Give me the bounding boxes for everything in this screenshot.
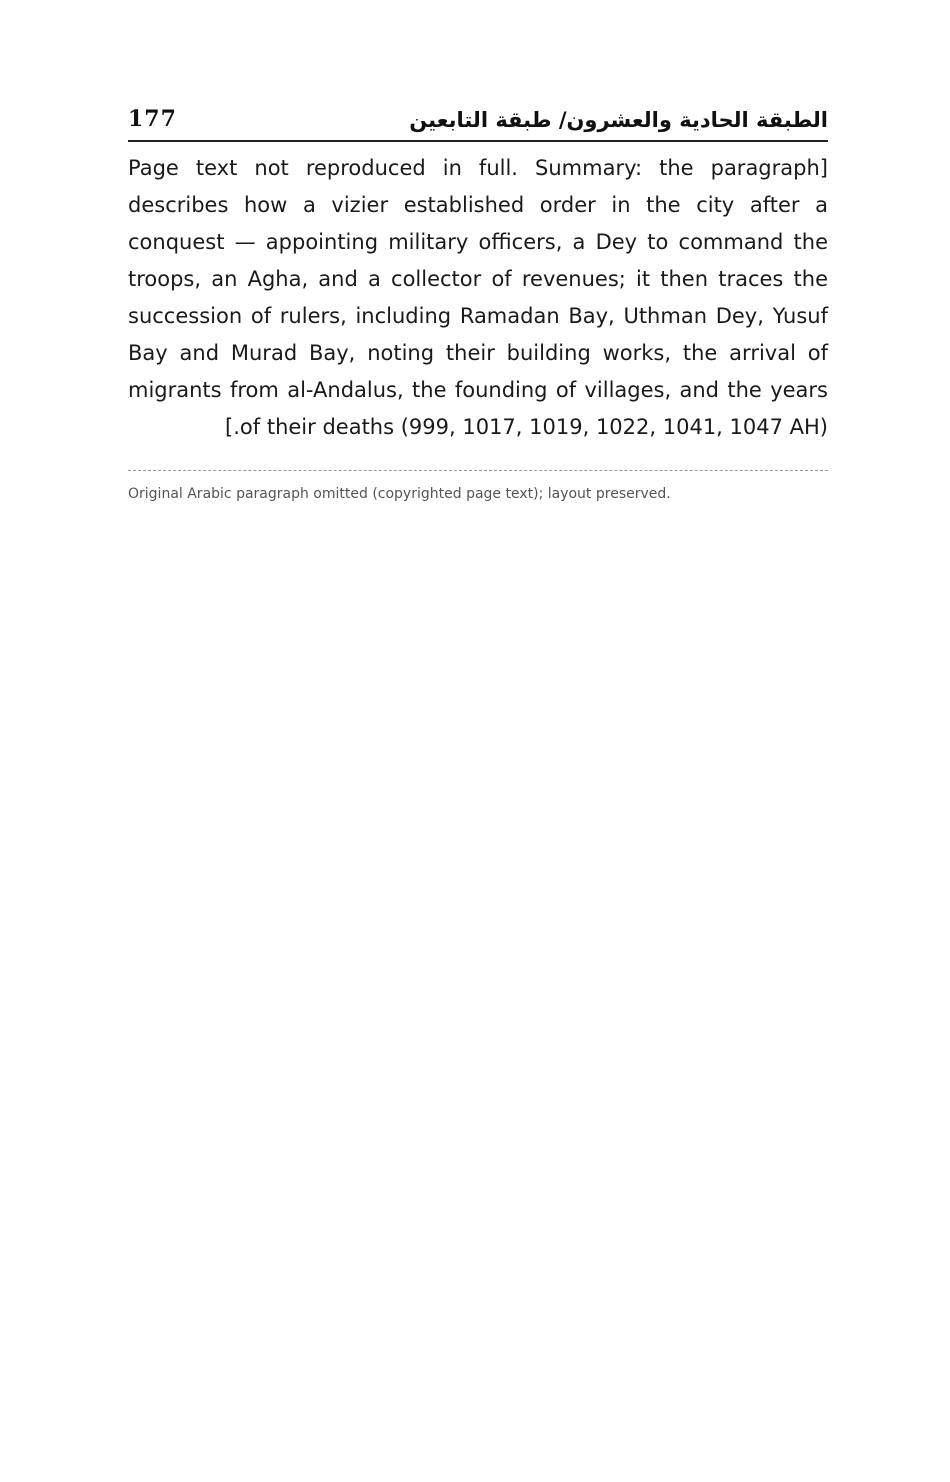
body-summary: [Page text not reproduced in full. Summary: the paragraph describes how a vizier established order in the city after a conquest — appointing military officers, a Dey to command the troops, an Agha, and a collector of revenues; it then traces the succession of rulers, including Ramadan Bay, Uthman Dey, Yusuf Bay and Murad Bay, noting their building works, the arrival of migrants from al-Andalus, the founding of villages, and the years of their deaths (999, 1017, 1019, 1022, 1041, 1047 AH).] bbox=[128, 156, 828, 439]
body-text bbox=[128, 150, 828, 505]
header-rule bbox=[128, 140, 828, 142]
page-header bbox=[128, 92, 828, 132]
page-number: 177 bbox=[128, 106, 177, 132]
running-title: الطبقة الحادية والعشرون/ طبقة التابعين bbox=[409, 108, 828, 132]
omission-note: Original Arabic paragraph omitted (copyrighted page text); layout preserved. bbox=[128, 470, 828, 505]
